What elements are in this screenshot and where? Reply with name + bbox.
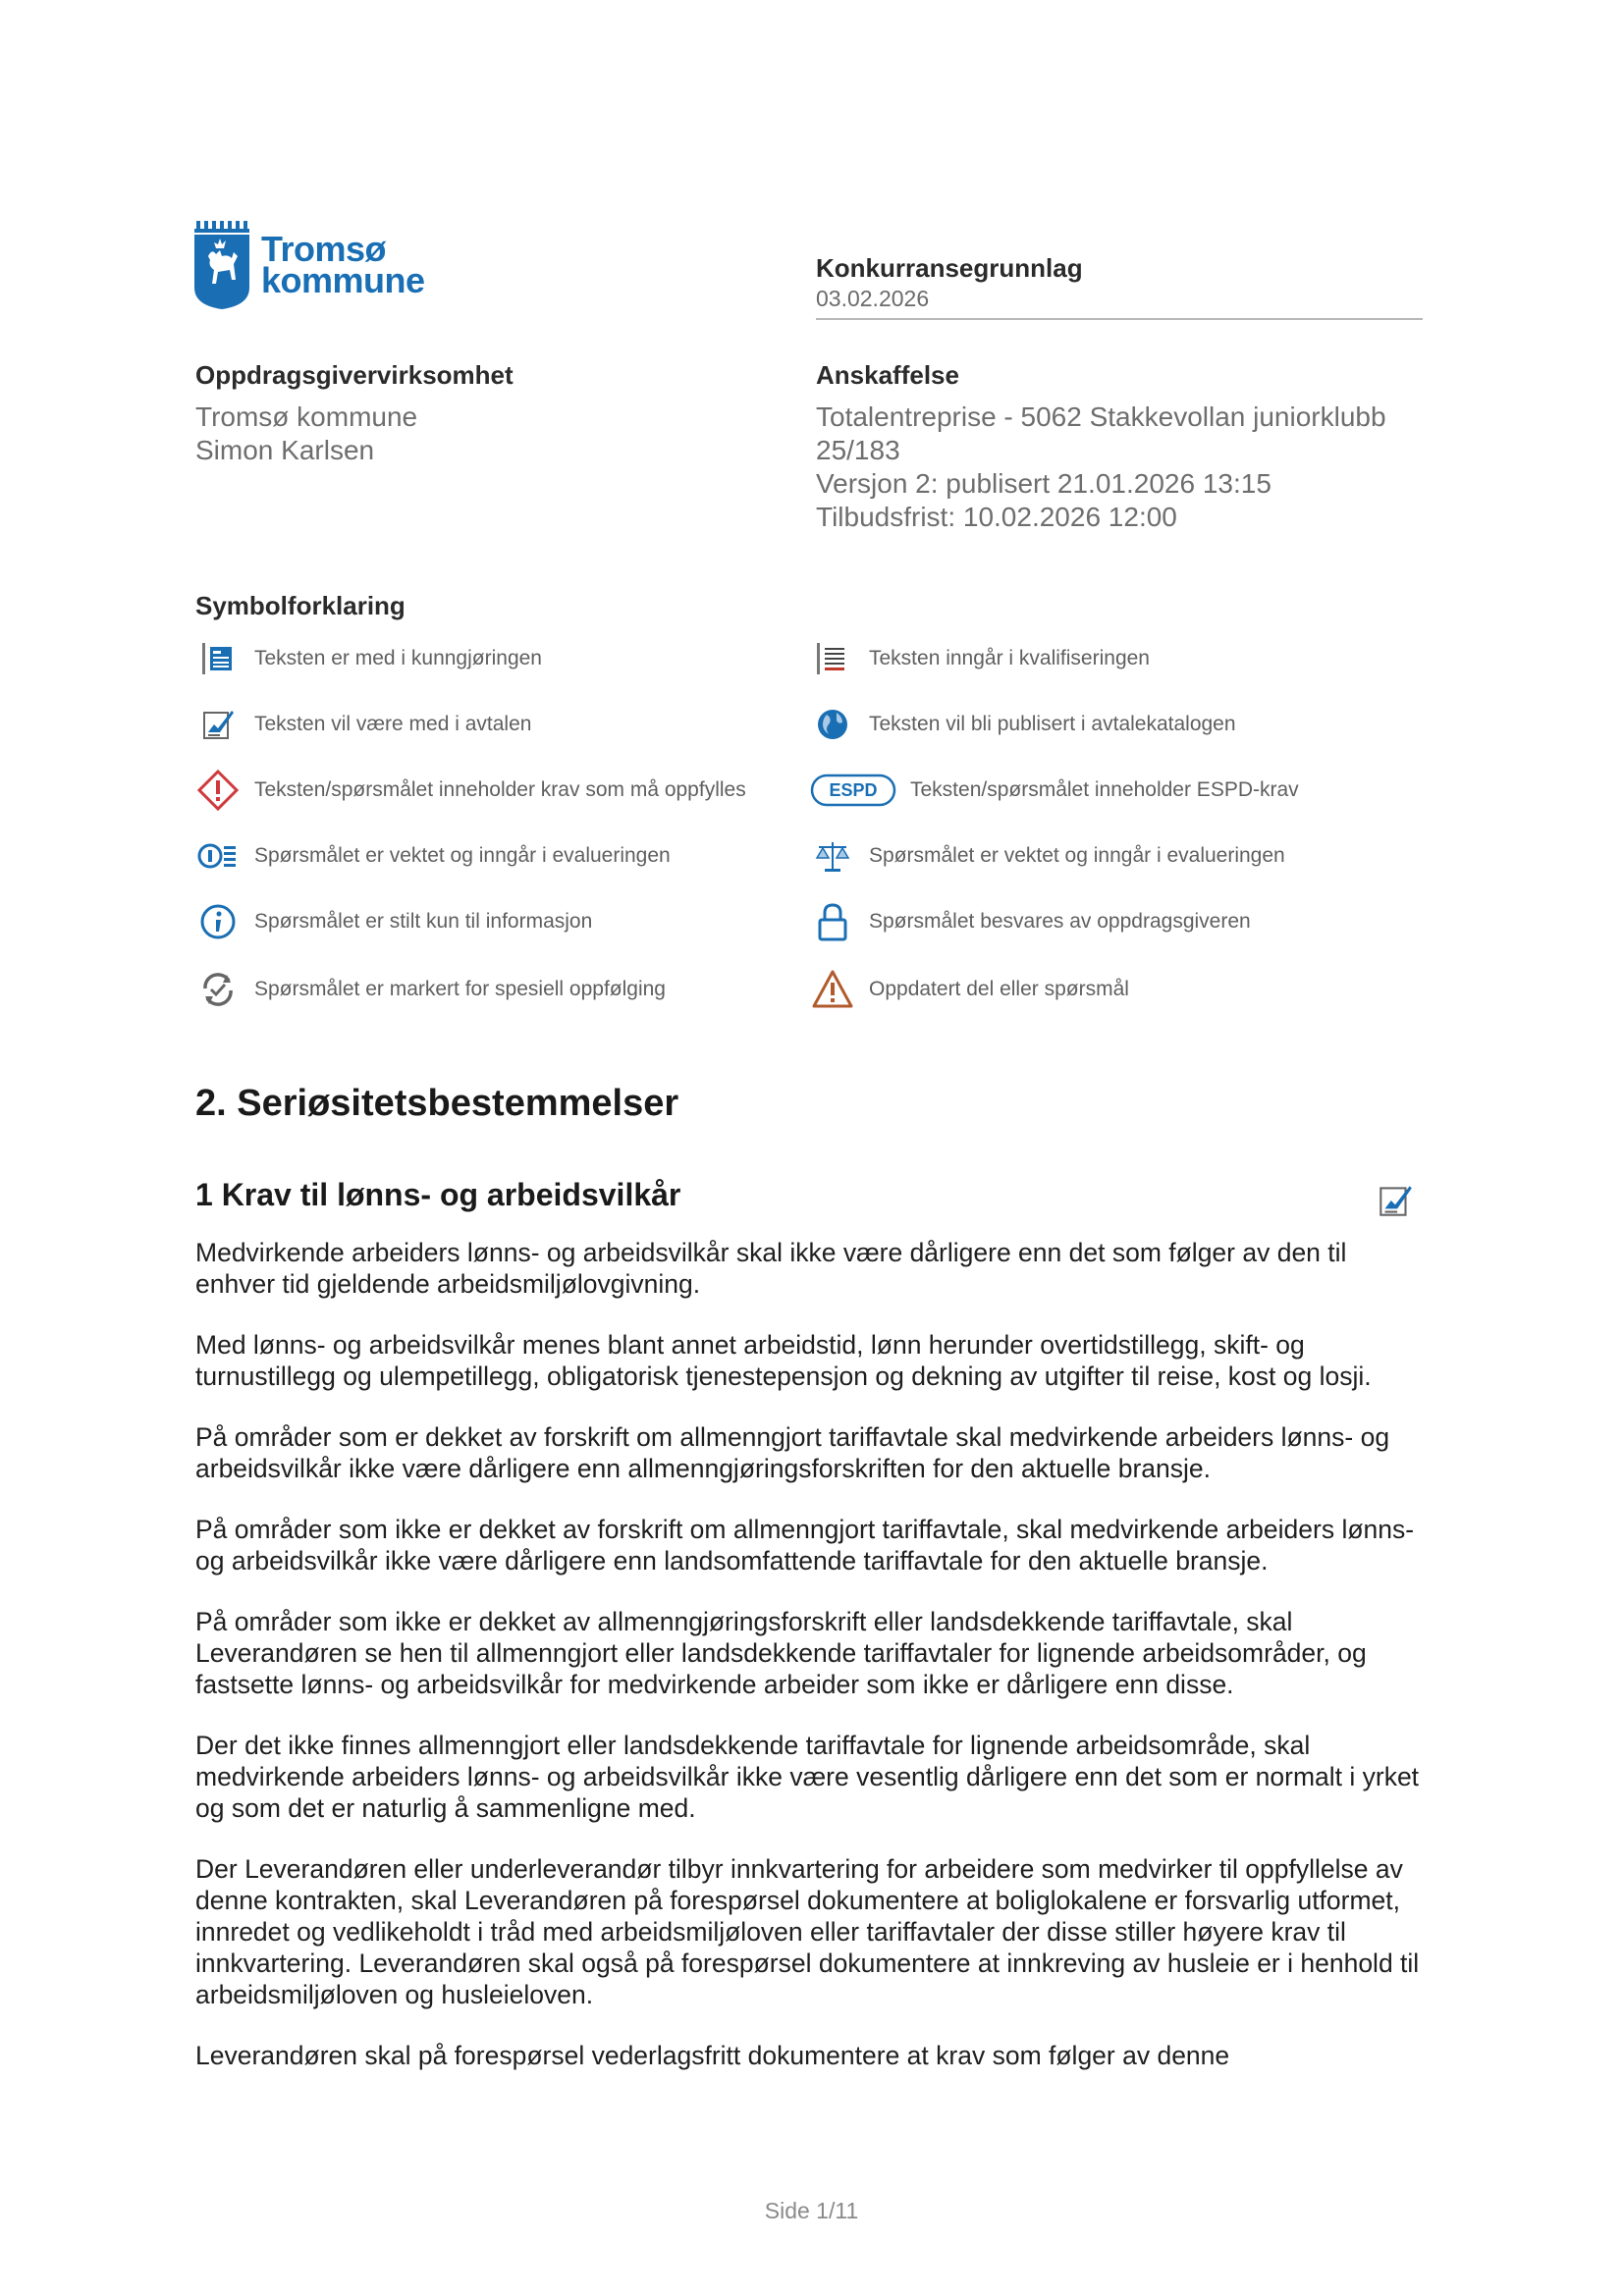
body-paragraph: Der Leverandøren eller underleverandør tilbyr innkvartering for arbeidere som medvirker til oppfyllelse av denne kontrakten, skal Leverandøren på forespørsel dokumentere at boliglokalene er forsvarlig utformet, innredet og vedlikeholdt i tråd med arbeidsmiljøloven eller tariffavtaler der disse stiller høyere krav til innkvartering. Leverandøren skal også på forespørsel dokumentere at innkreving av husleie er i henhold til arbeidsmiljøloven og husleieloven. <box>195 1854 1420 2009</box>
procurement-heading: Anskaffelse <box>816 360 959 390</box>
legend-label: Teksten/spørsmålet inneholder ESPD-krav <box>910 778 1299 801</box>
globe-icon <box>810 702 855 747</box>
client-info <box>195 400 417 467</box>
client-line: Tromsø kommune <box>195 401 418 432</box>
legend-label: Spørsmålet er markert for spesiell oppfølging <box>254 978 666 1000</box>
logo-line-1: Tromsø <box>261 229 387 269</box>
document-title: Konkurransegrunnlag <box>816 253 1083 283</box>
follow-up-icon <box>195 967 241 1012</box>
legend-label: Oppdatert del eller spørsmål <box>869 978 1129 1000</box>
legend-item <box>810 768 1299 813</box>
espd-badge-text: ESPD <box>829 779 878 800</box>
qualification-list-icon <box>810 636 855 681</box>
lock-icon <box>810 899 855 944</box>
legend-label: Teksten inngår i kvalifiseringen <box>869 647 1150 669</box>
logo-line-2: kommune <box>261 260 425 300</box>
client-heading: Oppdragsgivervirksomhet <box>195 360 514 390</box>
procurement-line: Versjon 2: publisert 21.01.2026 13:15 <box>816 468 1271 499</box>
procurement-info <box>816 400 1386 534</box>
legend-title: Symbolforklaring <box>195 591 406 620</box>
body-paragraph: På områder som ikke er dekket av allmenngjøringsforskrift eller landsdekkende tariffavtale, skal Leverandøren se hen til allmenngjort eller landsdekkende tariffavtaler for lignende arbeidsområder, og fastsette lønns- og arbeidsvilkår for medvirkende arbeider som ikke er dårligere enn disse. <box>195 1607 1367 1699</box>
client-line: Simon Karlsen <box>195 435 375 465</box>
legend-item <box>810 833 1285 879</box>
legend-label: Teksten/spørsmålet inneholder krav som må oppfylles <box>254 778 746 801</box>
espd-badge-icon <box>810 768 896 813</box>
header-divider <box>816 318 1423 320</box>
body-paragraph: På områder som ikke er dekket av forskrift om allmenngjort tariffavtale, skal medvirkende arbeiders lønns- og arbeidsvilkår ikke være dårligere enn landsomfattende tariffavtale for den aktuelle bransje. <box>195 1515 1415 1575</box>
scale-icon <box>810 833 855 879</box>
legend-label: Teksten vil bli publisert i avtalekatalogen <box>869 713 1236 735</box>
section-title: 2. Seriøsitetsbestemmelser <box>195 1083 679 1124</box>
body-paragraph: Der det ikke finnes allmenngjort eller landsdekkende tariffavtale for lignende arbeidsområde, skal medvirkende arbeiders lønns- og arbeidsvilkår ikke være vesentlig dårligere enn det som er normalt i yrket og som det er naturlig å sammenligne med. <box>195 1731 1420 1823</box>
legend-item <box>195 702 531 747</box>
legend-label: Spørsmålet besvares av oppdragsgiveren <box>869 910 1251 933</box>
legend-item <box>810 702 1236 747</box>
body-paragraph: Leverandøren skal på forespørsel vederlagsfritt dokumentere at krav som følger av denne <box>195 2041 1230 2070</box>
body-paragraph: Med lønns- og arbeidsvilkår menes blant annet arbeidstid, lønn herunder overtidstillegg, skift- og turnustillegg og ulempetillegg, obligatorisk tjenestepensjon og dekning av utgifter til reise, kost og losji. <box>195 1330 1372 1391</box>
legend-label: Teksten er med i kunngjøringen <box>254 647 542 669</box>
legend-item <box>195 768 746 813</box>
warning-diamond-icon <box>195 768 241 813</box>
subsection-title: 1 Krav til lønns- og arbeidsvilkår <box>195 1177 681 1212</box>
logo-wordmark <box>261 229 425 300</box>
legend-label: Spørsmålet er vektet og inngår i evalueringen <box>254 844 671 867</box>
legend-item <box>195 636 542 681</box>
page-number: Side 1/11 <box>764 2198 859 2223</box>
legend-item <box>195 899 592 944</box>
contract-edit-icon <box>195 702 241 747</box>
section-body <box>195 1237 1433 2101</box>
weighted-list-icon <box>195 833 241 879</box>
legend-item <box>810 967 1129 1012</box>
contract-edit-icon <box>1375 1180 1416 1221</box>
legend-item <box>195 833 671 879</box>
document-date: 03.02.2026 <box>816 286 930 311</box>
legend-item <box>810 636 1150 681</box>
legend-label: Spørsmålet er vektet og inngår i evalueringen <box>869 844 1285 867</box>
procurement-line: Tilbudsfrist: 10.02.2026 12:00 <box>816 502 1177 532</box>
procurement-line: Totalentreprise - 5062 Stakkevollan juniorklubb <box>816 401 1386 432</box>
legend-label: Spørsmålet er stilt kun til informasjon <box>254 910 593 933</box>
legend-item <box>195 967 666 1012</box>
info-icon <box>195 899 241 944</box>
coat-of-arms-icon <box>194 221 249 309</box>
announcement-icon <box>195 636 241 681</box>
legend-label: Teksten vil være med i avtalen <box>254 713 532 735</box>
body-paragraph: Medvirkende arbeiders lønns- og arbeidsvilkår skal ikke være dårligere enn det som følger av den til enhver tid gjeldende arbeidsmiljølovgivning. <box>195 1238 1347 1299</box>
procurement-line: 25/183 <box>816 435 900 465</box>
body-paragraph: På områder som er dekket av forskrift om allmenngjort tariffavtale skal medvirkende arbeiders lønns- og arbeidsvilkår ikke være dårligere enn allmenngjøringsforskriften for den aktuelle bransje. <box>195 1422 1390 1483</box>
updated-triangle-icon <box>810 967 855 1012</box>
legend-item <box>810 899 1251 944</box>
